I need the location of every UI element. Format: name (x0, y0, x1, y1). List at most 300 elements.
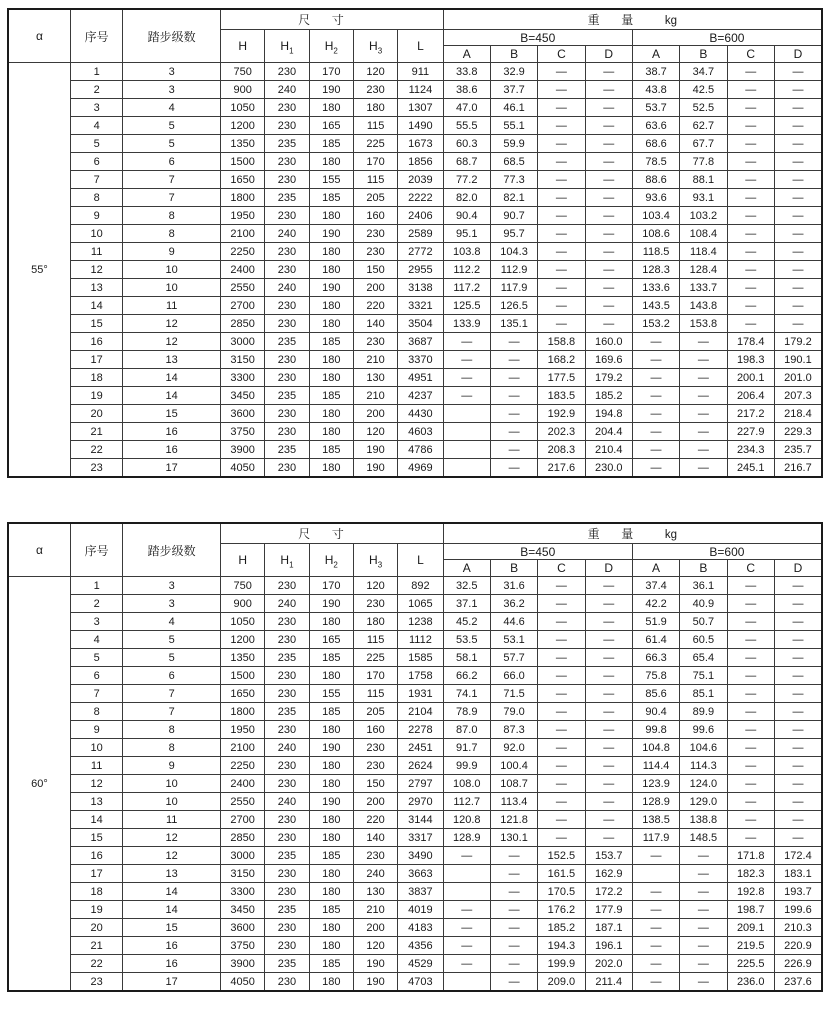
cell-L: 4703 (398, 973, 443, 992)
group-header-weight (443, 9, 822, 30)
cell-b600-A: 42.2 (632, 595, 679, 613)
cell-b600-B: — (680, 919, 727, 937)
cell-H3: 190 (353, 973, 397, 992)
col-header-alpha: α (8, 523, 70, 577)
cell-b450-C: 199.9 (538, 955, 585, 973)
cell-seq: 1 (70, 577, 122, 595)
cell-steps: 14 (123, 387, 221, 405)
cell-steps: 13 (123, 865, 221, 883)
cell-b450-B: 121.8 (490, 811, 537, 829)
cell-b600-D: — (774, 595, 822, 613)
cell-b450-B: 130.1 (490, 829, 537, 847)
cell-b450-D: 185.2 (585, 387, 632, 405)
cell-b600-B: 129.0 (680, 793, 727, 811)
col-header-L (398, 30, 443, 63)
cell-b450-C: — (538, 243, 585, 261)
cell-b600-A: 75.8 (632, 667, 679, 685)
cell-H2: 180 (309, 153, 353, 171)
cell-seq: 1 (70, 63, 122, 81)
cell-b450-A: — (443, 351, 490, 369)
dim-base: H (238, 553, 247, 567)
cell-b450-A: 99.9 (443, 757, 490, 775)
cell-seq: 2 (70, 81, 122, 99)
table-gap (7, 478, 823, 522)
cell-seq: 2 (70, 595, 122, 613)
cell-b600-B: — (680, 405, 727, 423)
cell-b450-A: 55.5 (443, 117, 490, 135)
cell-b450-D: — (585, 649, 632, 667)
cell-L: 2278 (398, 721, 443, 739)
cell-steps: 16 (123, 423, 221, 441)
cell-b600-A: 153.2 (632, 315, 679, 333)
cell-H1: 230 (265, 919, 309, 937)
cell-L: 3663 (398, 865, 443, 883)
cell-seq: 15 (70, 315, 122, 333)
col-header-b600-D: D (774, 46, 822, 63)
dim-base: H (369, 553, 378, 567)
cell-b450-B: 108.7 (490, 775, 537, 793)
cell-b600-B: — (680, 459, 727, 478)
cell-H2: 190 (309, 739, 353, 757)
cell-seq: 16 (70, 333, 122, 351)
cell-b600-A: 61.4 (632, 631, 679, 649)
cell-b450-C: — (538, 135, 585, 153)
cell-H2: 180 (309, 423, 353, 441)
cell-b600-D: — (774, 757, 822, 775)
cell-b450-D: — (585, 261, 632, 279)
cell-H2: 180 (309, 937, 353, 955)
col-header-b600-C: C (727, 46, 774, 63)
cell-H: 3450 (221, 901, 265, 919)
cell-H3: 210 (353, 387, 397, 405)
cell-b600-C: 206.4 (727, 387, 774, 405)
cell-H2: 180 (309, 721, 353, 739)
cell-b600-B: 36.1 (680, 577, 727, 595)
cell-b600-D: — (774, 703, 822, 721)
cell-b600-B: — (680, 865, 727, 883)
cell-b450-C: — (538, 99, 585, 117)
cell-b450-B: 117.9 (490, 279, 537, 297)
cell-b450-C: 217.6 (538, 459, 585, 478)
col-header-b600-A: A (632, 560, 679, 577)
cell-b600-B: 89.9 (680, 703, 727, 721)
cell-seq: 7 (70, 685, 122, 703)
cell-b450-A: — (443, 955, 490, 973)
table-row (8, 613, 822, 631)
table-row (8, 243, 822, 261)
cell-seq: 20 (70, 919, 122, 937)
cell-b450-C: — (538, 613, 585, 631)
cell-H: 3150 (221, 351, 265, 369)
cell-b450-C: — (538, 189, 585, 207)
cell-b600-B: 88.1 (680, 171, 727, 189)
dim-sub: 2 (333, 46, 338, 56)
dim-base: L (417, 553, 424, 567)
cell-H: 2550 (221, 793, 265, 811)
cell-b450-D: — (585, 721, 632, 739)
cell-b450-B: — (490, 973, 537, 992)
cell-H3: 205 (353, 189, 397, 207)
cell-steps: 6 (123, 667, 221, 685)
cell-H2: 180 (309, 811, 353, 829)
col-header-b450-B: B (490, 46, 537, 63)
cell-b450-B: — (490, 369, 537, 387)
cell-L: 2451 (398, 739, 443, 757)
cell-H2: 165 (309, 631, 353, 649)
cell-steps: 10 (123, 279, 221, 297)
cell-b450-C: — (538, 829, 585, 847)
cell-b450-D: 202.0 (585, 955, 632, 973)
cell-H: 900 (221, 81, 265, 99)
group-header-dimensions (221, 523, 444, 544)
table-row (8, 919, 822, 937)
cell-b450-B: 95.7 (490, 225, 537, 243)
cell-b600-A: — (632, 333, 679, 351)
cell-b600-D: 179.2 (774, 333, 822, 351)
cell-H1: 230 (265, 757, 309, 775)
cell-H2: 180 (309, 973, 353, 992)
cell-H3: 205 (353, 703, 397, 721)
cell-b450-B: — (490, 441, 537, 459)
cell-b450-C: — (538, 721, 585, 739)
cell-H: 1950 (221, 721, 265, 739)
table-row (8, 99, 822, 117)
cell-H3: 115 (353, 631, 397, 649)
cell-H2: 180 (309, 459, 353, 478)
cell-L: 2104 (398, 703, 443, 721)
cell-H2: 185 (309, 847, 353, 865)
cell-b600-D: 237.6 (774, 973, 822, 992)
cell-H: 2700 (221, 811, 265, 829)
cell-H: 1350 (221, 649, 265, 667)
table-row (8, 225, 822, 243)
cell-steps: 12 (123, 847, 221, 865)
cell-b600-C: — (727, 721, 774, 739)
cell-H2: 180 (309, 261, 353, 279)
cell-steps: 7 (123, 703, 221, 721)
cell-L: 2589 (398, 225, 443, 243)
cell-H2: 180 (309, 315, 353, 333)
cell-b450-B: 57.7 (490, 649, 537, 667)
cell-H1: 240 (265, 595, 309, 613)
cell-b600-B: — (680, 387, 727, 405)
table-row (8, 793, 822, 811)
cell-H2: 180 (309, 757, 353, 775)
cell-H: 3000 (221, 333, 265, 351)
table-row (8, 865, 822, 883)
cell-H3: 230 (353, 81, 397, 99)
cell-b450-D: 211.4 (585, 973, 632, 992)
cell-seq: 3 (70, 613, 122, 631)
cell-b450-D: 230.0 (585, 459, 632, 478)
cell-H: 3300 (221, 369, 265, 387)
cell-b450-C: 185.2 (538, 919, 585, 937)
cell-H: 2850 (221, 829, 265, 847)
cell-steps: 12 (123, 829, 221, 847)
cell-H2: 180 (309, 369, 353, 387)
cell-H1: 240 (265, 279, 309, 297)
cell-b600-D: 183.1 (774, 865, 822, 883)
cell-H1: 230 (265, 153, 309, 171)
cell-b600-B: 114.3 (680, 757, 727, 775)
cell-H: 1650 (221, 685, 265, 703)
cell-seq: 22 (70, 441, 122, 459)
cell-b600-B: 65.4 (680, 649, 727, 667)
cell-b600-C: 182.3 (727, 865, 774, 883)
cell-H3: 140 (353, 829, 397, 847)
cell-b450-D: 194.8 (585, 405, 632, 423)
cell-H1: 240 (265, 81, 309, 99)
cell-H3: 180 (353, 99, 397, 117)
cell-seq: 21 (70, 937, 122, 955)
cell-H1: 230 (265, 667, 309, 685)
cell-H1: 230 (265, 423, 309, 441)
cell-H1: 230 (265, 459, 309, 478)
cell-H2: 180 (309, 297, 353, 315)
cell-b450-C: — (538, 775, 585, 793)
cell-b600-B: 93.1 (680, 189, 727, 207)
cell-H: 3900 (221, 441, 265, 459)
cell-b450-B: — (490, 387, 537, 405)
cell-H: 1500 (221, 153, 265, 171)
dim-sub: 3 (377, 46, 383, 56)
cell-b450-B: 32.9 (490, 63, 537, 81)
cell-b600-D: — (774, 207, 822, 225)
cell-b450-B: — (490, 883, 537, 901)
cell-H: 2250 (221, 757, 265, 775)
cell-L: 1065 (398, 595, 443, 613)
cell-b600-D: 229.3 (774, 423, 822, 441)
cell-L: 4786 (398, 441, 443, 459)
cell-b600-D: — (774, 153, 822, 171)
cell-b600-A: 66.3 (632, 649, 679, 667)
cell-L: 2039 (398, 171, 443, 189)
cell-b600-C: — (727, 225, 774, 243)
cell-b450-A: 87.0 (443, 721, 490, 739)
cell-b450-A: 33.8 (443, 63, 490, 81)
dim-sub: 1 (289, 560, 294, 570)
cell-b600-C: — (727, 117, 774, 135)
cell-b450-D: 204.4 (585, 423, 632, 441)
cell-b450-C: — (538, 739, 585, 757)
cell-b450-B: — (490, 865, 537, 883)
cell-b600-D: — (774, 135, 822, 153)
cell-b600-C: — (727, 279, 774, 297)
cell-steps: 10 (123, 775, 221, 793)
cell-H1: 235 (265, 135, 309, 153)
cell-steps: 5 (123, 135, 221, 153)
cell-b450-B: 113.4 (490, 793, 537, 811)
cell-b450-A: 32.5 (443, 577, 490, 595)
cell-b450-B: 92.0 (490, 739, 537, 757)
cell-H2: 185 (309, 189, 353, 207)
cell-steps: 13 (123, 351, 221, 369)
cell-H3: 180 (353, 613, 397, 631)
cell-b600-B: 124.0 (680, 775, 727, 793)
cell-H3: 230 (353, 847, 397, 865)
cell-b600-D: — (774, 811, 822, 829)
cell-steps: 9 (123, 243, 221, 261)
cell-b450-D: 153.7 (585, 847, 632, 865)
cell-H1: 230 (265, 577, 309, 595)
cell-steps: 6 (123, 153, 221, 171)
cell-H1: 230 (265, 631, 309, 649)
cell-H2: 185 (309, 649, 353, 667)
cell-b600-A: 37.4 (632, 577, 679, 595)
cell-b600-A: — (632, 937, 679, 955)
table-row (8, 315, 822, 333)
cell-b450-D: — (585, 595, 632, 613)
cell-L: 1124 (398, 81, 443, 99)
cell-b450-C: — (538, 577, 585, 595)
cell-b600-B: — (680, 351, 727, 369)
cell-b600-D: — (774, 721, 822, 739)
cell-b600-B: — (680, 973, 727, 992)
table-55-header (8, 9, 822, 63)
cell-b600-A: — (632, 423, 679, 441)
cell-b450-A (443, 865, 490, 883)
col-header-H3 (353, 30, 397, 63)
cell-L: 2772 (398, 243, 443, 261)
cell-b450-A: — (443, 333, 490, 351)
cell-b600-C: — (727, 613, 774, 631)
cell-b450-A: 66.2 (443, 667, 490, 685)
cell-b600-C: 192.8 (727, 883, 774, 901)
cell-b450-D: 187.1 (585, 919, 632, 937)
table-row (8, 261, 822, 279)
table-row (8, 739, 822, 757)
cell-steps: 7 (123, 189, 221, 207)
cell-H3: 160 (353, 721, 397, 739)
cell-H: 1500 (221, 667, 265, 685)
cell-H2: 190 (309, 793, 353, 811)
cell-H: 2100 (221, 739, 265, 757)
col-header-b450-C: C (538, 560, 585, 577)
cell-L: 3321 (398, 297, 443, 315)
cell-seq: 17 (70, 865, 122, 883)
cell-steps: 3 (123, 595, 221, 613)
cell-b450-D: — (585, 829, 632, 847)
col-header-H2 (309, 544, 353, 577)
cell-b450-A: 68.7 (443, 153, 490, 171)
cell-b450-A: 58.1 (443, 649, 490, 667)
cell-b450-A (443, 459, 490, 478)
cell-H3: 115 (353, 117, 397, 135)
cell-b450-C: 183.5 (538, 387, 585, 405)
cell-H2: 185 (309, 703, 353, 721)
cell-seq: 14 (70, 297, 122, 315)
table-row (8, 351, 822, 369)
cell-steps: 5 (123, 117, 221, 135)
dim-sub: 3 (377, 560, 383, 570)
cell-H: 1800 (221, 703, 265, 721)
cell-b600-B: — (680, 901, 727, 919)
cell-b450-B: 55.1 (490, 117, 537, 135)
cell-b450-C: — (538, 667, 585, 685)
cell-b600-A: 103.4 (632, 207, 679, 225)
cell-seq: 4 (70, 117, 122, 135)
cell-b600-D: — (774, 171, 822, 189)
cell-b450-D: — (585, 189, 632, 207)
cell-b600-B: — (680, 883, 727, 901)
cell-b450-C: — (538, 171, 585, 189)
cell-steps: 8 (123, 721, 221, 739)
cell-H3: 190 (353, 955, 397, 973)
table-row (8, 423, 822, 441)
cell-seq: 9 (70, 207, 122, 225)
cell-b450-C: — (538, 225, 585, 243)
weight-label: 重量 (587, 527, 655, 541)
cell-steps: 16 (123, 441, 221, 459)
cell-b600-C: 200.1 (727, 369, 774, 387)
cell-b600-A: 114.4 (632, 757, 679, 775)
cell-seq: 11 (70, 757, 122, 775)
cell-H3: 200 (353, 919, 397, 937)
cell-H2: 180 (309, 613, 353, 631)
cell-b600-C: — (727, 775, 774, 793)
cell-b600-B: — (680, 937, 727, 955)
table-row (8, 441, 822, 459)
cell-b600-C: — (727, 577, 774, 595)
cell-seq: 23 (70, 973, 122, 992)
cell-steps: 5 (123, 631, 221, 649)
cell-b600-D: — (774, 685, 822, 703)
cell-H: 1200 (221, 631, 265, 649)
cell-steps: 3 (123, 577, 221, 595)
cell-H3: 120 (353, 937, 397, 955)
cell-H1: 230 (265, 207, 309, 225)
cell-b450-A: — (443, 919, 490, 937)
cell-b450-A: 120.8 (443, 811, 490, 829)
cell-b450-C: 208.3 (538, 441, 585, 459)
cell-b450-A: 77.2 (443, 171, 490, 189)
cell-seq: 17 (70, 351, 122, 369)
cell-steps: 16 (123, 955, 221, 973)
cell-b450-B: 82.1 (490, 189, 537, 207)
cell-b600-D: — (774, 261, 822, 279)
cell-b600-B: 52.5 (680, 99, 727, 117)
table-row (8, 649, 822, 667)
cell-H3: 230 (353, 739, 397, 757)
cell-steps: 8 (123, 739, 221, 757)
cell-b450-B: — (490, 937, 537, 955)
cell-seq: 10 (70, 225, 122, 243)
cell-b600-D: 190.1 (774, 351, 822, 369)
stair-spec-table-55 (7, 8, 823, 478)
cell-b600-D: — (774, 81, 822, 99)
cell-b600-B: 42.5 (680, 81, 727, 99)
cell-b450-D: 179.2 (585, 369, 632, 387)
cell-b600-A (632, 865, 679, 883)
table-row (8, 811, 822, 829)
cell-b600-C: — (727, 649, 774, 667)
cell-H3: 120 (353, 423, 397, 441)
cell-H1: 230 (265, 261, 309, 279)
cell-H: 3000 (221, 847, 265, 865)
cell-L: 2970 (398, 793, 443, 811)
cell-b600-A: — (632, 369, 679, 387)
cell-H2: 185 (309, 387, 353, 405)
dim-base: H (324, 553, 334, 567)
cell-b600-D: 207.3 (774, 387, 822, 405)
cell-b450-A: 112.2 (443, 261, 490, 279)
cell-b600-A: 90.4 (632, 703, 679, 721)
alpha-value: 55° (8, 63, 70, 478)
cell-b450-B: — (490, 333, 537, 351)
cell-H1: 230 (265, 243, 309, 261)
cell-steps: 7 (123, 171, 221, 189)
cell-b450-D: — (585, 613, 632, 631)
